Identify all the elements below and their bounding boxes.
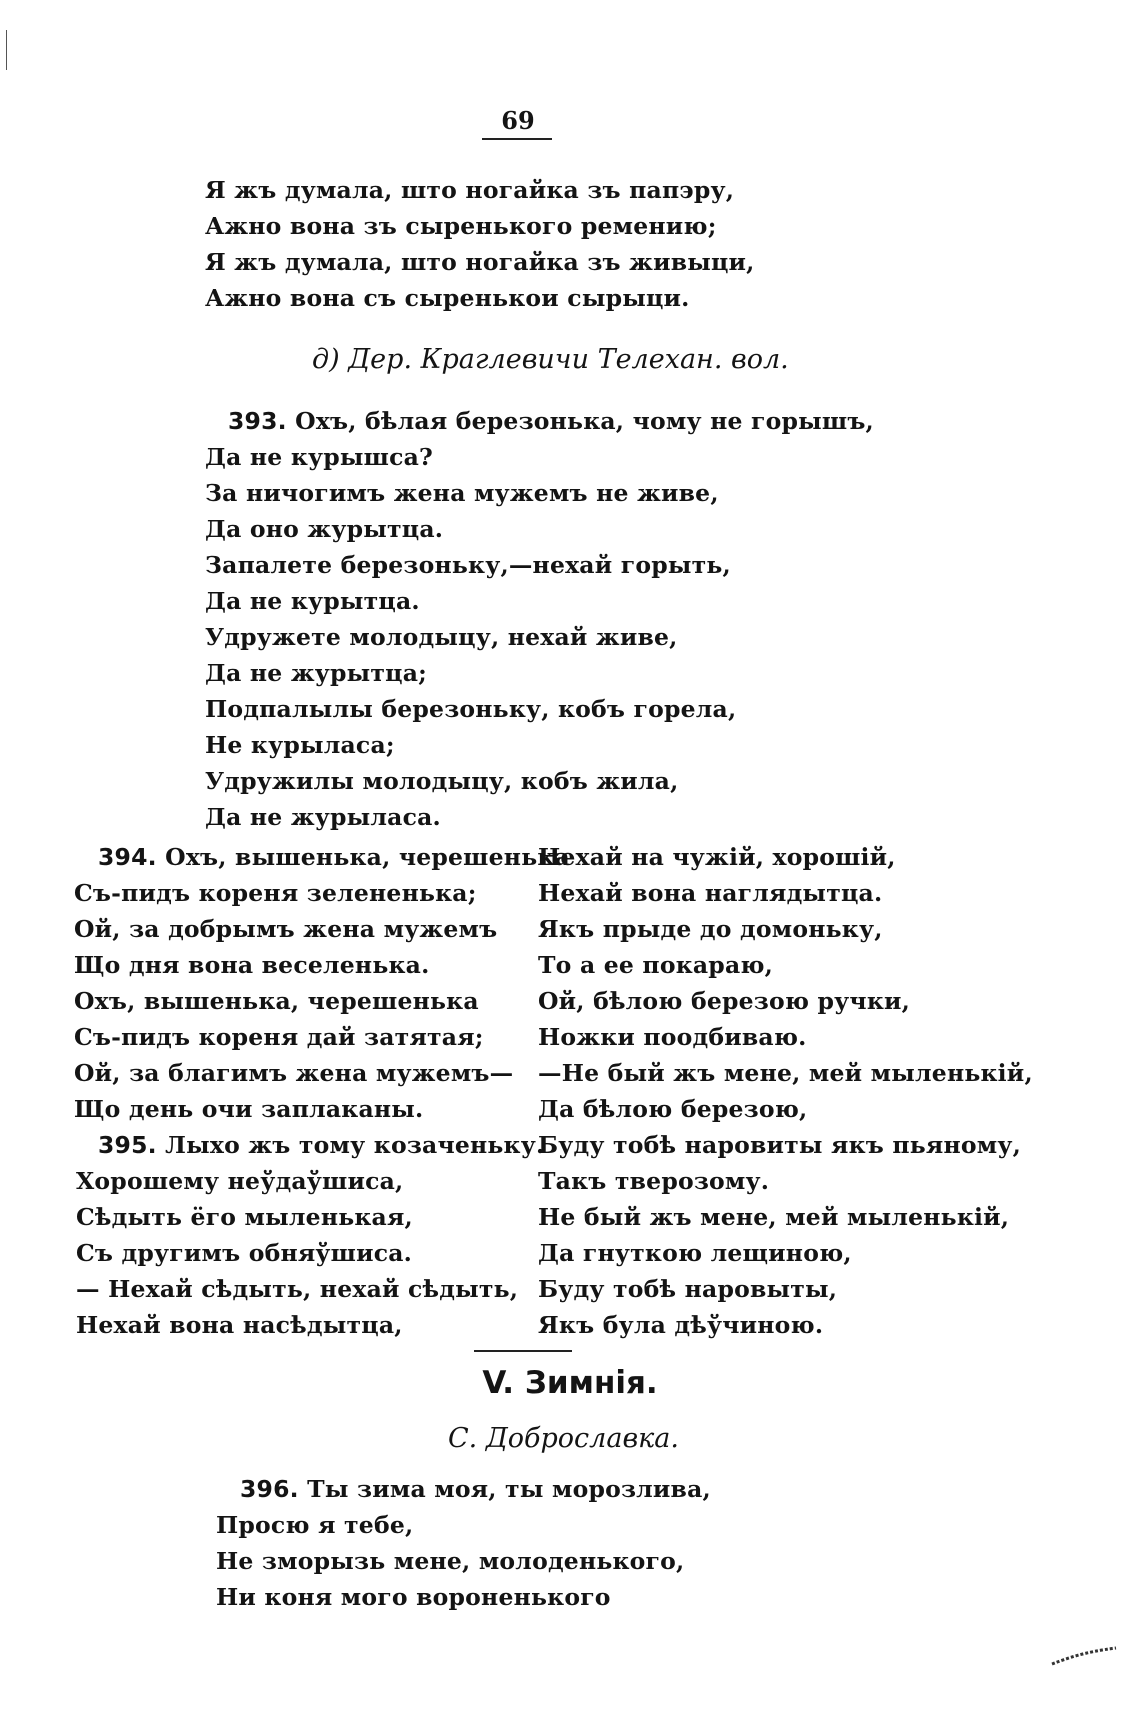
verse-line: Якъ прыде до домоньку, [538, 915, 883, 943]
verse-line: Ой, за добрымъ жена мужемъ [74, 915, 498, 943]
scan-edge-mark [6, 30, 7, 70]
verse-line: Нехай вона насѣдытца, [76, 1311, 403, 1339]
verse-text: Охъ, бѣлая березонька, чому не горышъ, [295, 407, 874, 435]
verse-line: Хорошему неўдаўшиса, [76, 1167, 404, 1195]
verse-line: За ничогимъ жена мужемъ не живе, [205, 479, 719, 507]
verse-line: Удружилы молодыцу, кобъ жила, [205, 767, 679, 795]
verse-line: — Нехай сѣдыть, нехай сѣдыть, [76, 1275, 519, 1303]
verse-line: Що дня вона веселенька. [74, 951, 430, 979]
verse-line: Що день очи заплаканы. [74, 1095, 424, 1123]
verse-line: То а ее покараю, [538, 951, 774, 979]
verse-line: Якъ була дѣўчиною. [538, 1311, 824, 1339]
verse-line-first [98, 842, 570, 872]
verse-line: Я жъ думала, што ногайка зъ папэру, [205, 176, 735, 204]
verse-line: Съ другимъ обняўшиса. [76, 1239, 413, 1267]
location-heading: С. Доброславка. [448, 1423, 679, 1454]
verse-line: Нехай на чужій, хорошій, [538, 843, 896, 871]
verse-line: Да не журытца; [205, 659, 428, 687]
verse-line: —Не бый жъ мене, мей мыленькій, [538, 1059, 1033, 1087]
verse-line: Ой, за благимъ жена мужемъ— [74, 1059, 514, 1087]
verse-line: Охъ, вышенька, черешенька [74, 987, 479, 1015]
verse-line: Да оно журытца. [205, 515, 444, 543]
verse-line: Нехай вона наглядытца. [538, 879, 883, 907]
verse-line: Да гнуткою лещиною, [538, 1239, 852, 1267]
verse-line: Да не журыласа. [205, 803, 441, 831]
verse-text: Ты зима моя, ты морозлива, [307, 1475, 711, 1503]
section-separator [474, 1350, 572, 1352]
verse-line: Ножки поодбиваю. [538, 1023, 807, 1051]
song-number: 396. [240, 1475, 299, 1503]
section-title: V. Зимнія. [482, 1365, 658, 1401]
song-number: 394. [98, 843, 157, 871]
verse-line: Просю я тебе, [216, 1511, 414, 1539]
verse-line: Буду тобѣ наровыты, [538, 1275, 838, 1303]
page-number-rule [482, 138, 552, 140]
verse-line: Такъ тверозому. [538, 1167, 770, 1195]
verse-line-first [240, 1474, 711, 1504]
verse-line: Буду тобѣ наровиты якъ пьяному, [538, 1131, 1021, 1159]
verse-line: Съ-пидъ кореня зелененька; [74, 879, 477, 907]
verse-line: Съ-пидъ кореня дай затятая; [74, 1023, 484, 1051]
location-heading: д) Дер. Краглевичи Телехан. вол. [312, 344, 789, 375]
verse-text: Лыхо жъ тому козаченьку. [165, 1131, 545, 1159]
verse-line: Да бѣлою березою, [538, 1095, 808, 1123]
song-number: 395. [98, 1131, 157, 1159]
verse-line: Да не курытца. [205, 587, 420, 615]
verse-line: Я жъ думала, што ногайка зъ живыци, [205, 248, 755, 276]
verse-line: Ой, бѣлою березою ручки, [538, 987, 910, 1015]
verse-line: Ни коня мого вороненького [216, 1583, 611, 1611]
verse-line-first [98, 1130, 544, 1160]
scan-smudge [1050, 1640, 1120, 1670]
verse-text: Охъ, вышенька, черешенька [165, 843, 570, 871]
verse-line: Удружете молодыцу, нехай живе, [205, 623, 678, 651]
verse-line: Ажно вона зъ сыренького ремению; [205, 212, 717, 240]
verse-line: Запалете березоньку,—нехай горыть, [205, 551, 731, 579]
verse-line: Не курыласа; [205, 731, 395, 759]
verse-line: Не зморызь мене, молоденького, [216, 1547, 685, 1575]
verse-line: Сѣдыть ёго мыленькая, [76, 1203, 413, 1231]
verse-line: Подпалылы березоньку, кобъ горела, [205, 695, 737, 723]
page-number: 69 [501, 106, 535, 135]
verse-line: Да не курышса? [205, 443, 434, 471]
verse-line: Ажно вона съ сыренькои сырыци. [205, 284, 690, 312]
song-number: 393. [228, 407, 287, 435]
verse-line: Не бый жъ мене, мей мыленькій, [538, 1203, 1010, 1231]
verse-line-first [228, 406, 874, 436]
